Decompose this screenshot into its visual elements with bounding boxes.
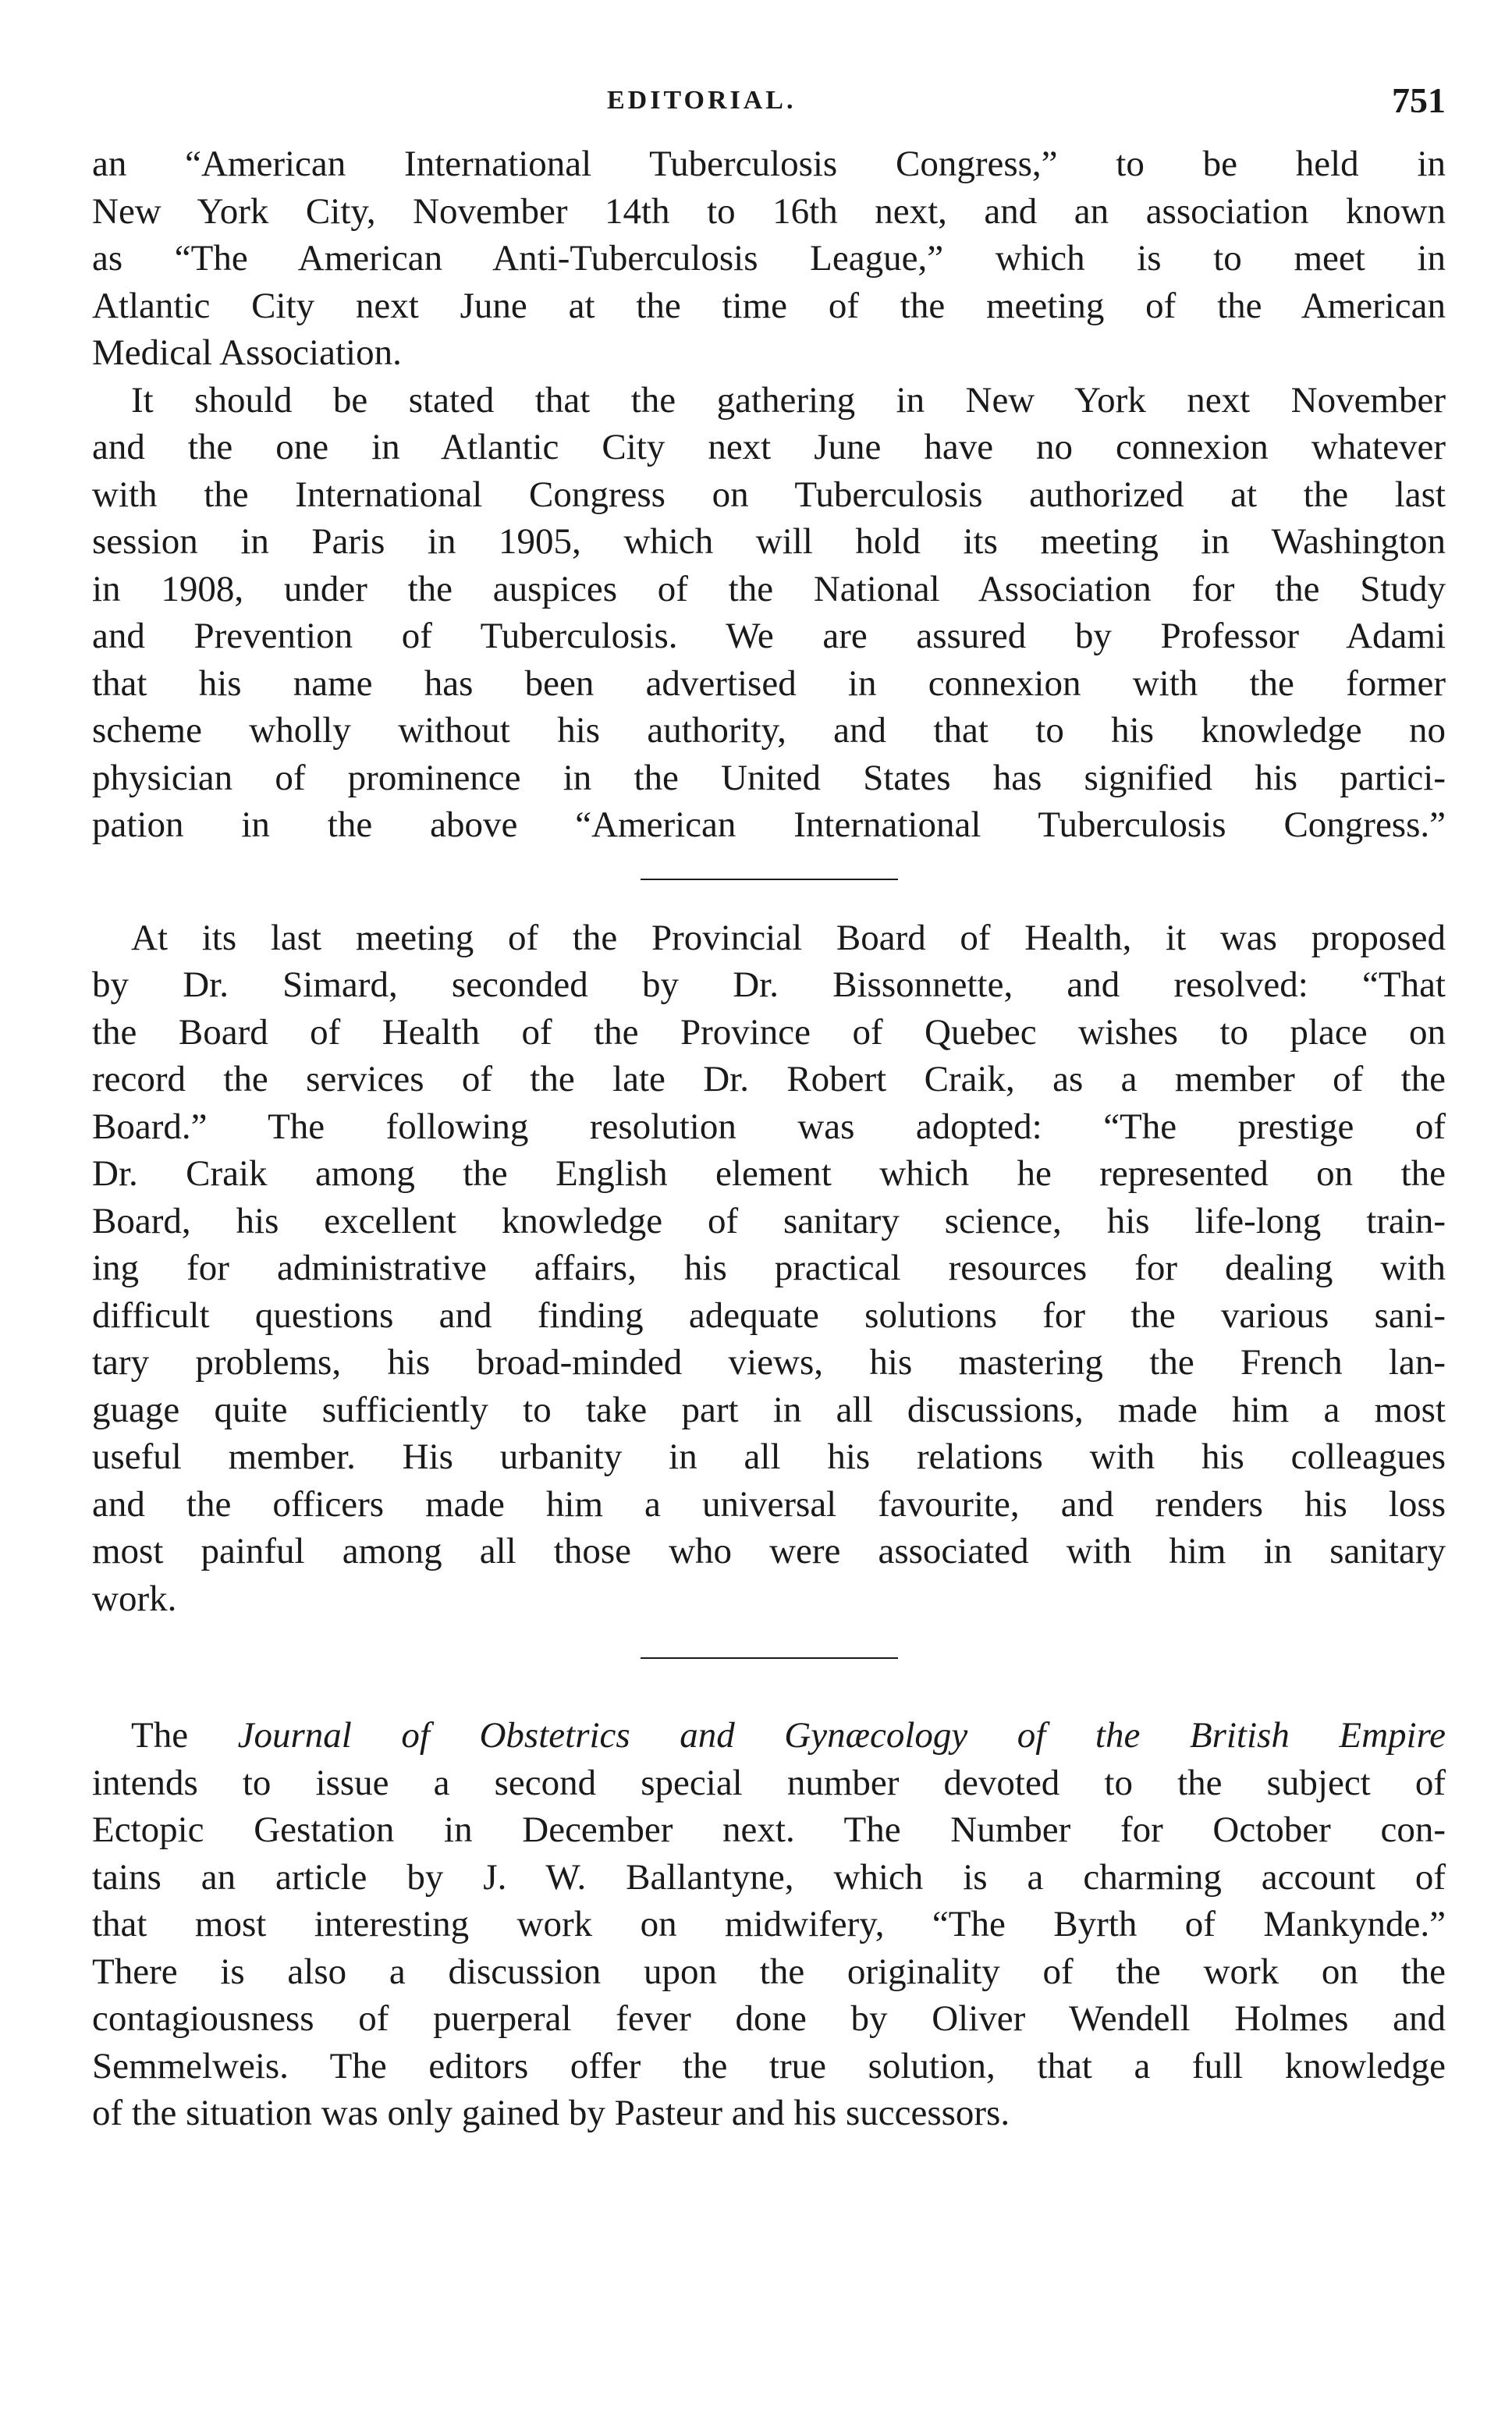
text-line: useful member. His urbanity in all his relations with his colleagues: [92, 1436, 1446, 1477]
text-line: Ectopic Gestation in December next. The Number for October con-: [92, 1809, 1446, 1850]
text-line: work.: [92, 1578, 177, 1619]
text-line: tary problems, his broad-minded views, his mastering the French lan-: [92, 1342, 1446, 1383]
text-line: record the services of the late Dr. Robert Craik, as a member of the: [92, 1059, 1446, 1099]
paragraph-board-of-health: [92, 914, 1446, 1623]
text-line: tains an article by J. W. Ballantyne, which is a charming account of: [92, 1856, 1446, 1898]
text-line: Board.” The following resolution was adopted: “The prestige of: [92, 1106, 1446, 1147]
text-line: and the one in Atlantic City next June have no connexion whatever: [92, 427, 1446, 467]
text-line: [92, 1712, 1446, 1760]
text-line: scheme wholly without his authority, and that to his knowledge no: [92, 710, 1446, 751]
page: [92, 80, 1446, 2137]
text-line: contagiousness of puerperal fever done by Oliver Wendell Holmes and: [92, 1998, 1446, 2039]
text-line: with the International Congress on Tuberculosis authorized at the last: [92, 474, 1446, 515]
text-line: intends to issue a second special number devoted to the subject of: [92, 1762, 1446, 1803]
text-line: as “The American Anti-Tuberculosis League,” which is to meet in: [92, 238, 1446, 279]
running-head: [92, 80, 1446, 140]
lead-text: The: [131, 1715, 238, 1756]
text-line: session in Paris in 1905, which will hold its meeting in Washington: [92, 521, 1446, 562]
text-line: guage quite sufficiently to take part in all discussions, made him a most: [92, 1389, 1446, 1430]
text-line: Dr. Craik among the English element which he represented on the: [92, 1153, 1446, 1194]
text-line: in 1908, under the auspices of the National Association for the Study: [92, 568, 1446, 609]
text-line: and the officers made him a universal favourite, and renders his loss: [92, 1483, 1446, 1525]
text-line: an “American International Tuberculosis Congress,” to be held in: [92, 144, 1446, 184]
text-line: that most interesting work on midwifery, “The Byrth of Mankynde.”: [92, 1904, 1446, 1944]
text-line: There is also a discussion upon the originality of the work on the: [92, 1951, 1446, 1992]
text-line: It should be stated that the gathering in New York next November: [131, 379, 1446, 421]
text-line: New York City, November 14th to 16th next, and an association known: [92, 190, 1446, 232]
text-line: pation in the above “American International Tuberculosis Congress.”: [92, 804, 1446, 845]
text-line: Atlantic City next June at the time of the meeting of the American: [92, 285, 1446, 326]
text-line: Board, his excellent knowledge of sanitary science, his life-long train-: [92, 1200, 1446, 1241]
text-line: physician of prominence in the United States has signified his partici-: [92, 757, 1446, 798]
text-line: that his name has been advertised in connexion with the former: [92, 662, 1446, 704]
paragraph-journal-obstetrics: [92, 1712, 1446, 2137]
journal-title: Journal of Obstetrics and Gynæcology of the British Empire: [237, 1715, 1446, 1756]
running-title: EDITORIAL.: [607, 86, 797, 115]
text-line: by Dr. Simard, seconded by Dr. Bissonnette, and resolved: “That: [92, 964, 1446, 1005]
text-line: of the situation was only gained by Pasteur and his successors.: [92, 2093, 1010, 2133]
paragraph-new-york-gathering: [92, 377, 1446, 849]
text-line: Semmelweis. The editors offer the true solution, that a full knowledge: [92, 2045, 1446, 2086]
section-divider: [641, 1657, 898, 1659]
text-line: difficult questions and finding adequate solutions for the various sani-: [92, 1294, 1446, 1336]
text-line: At its last meeting of the Provincial Board of Health, it was proposed: [131, 917, 1446, 958]
text-line: ing for administrative affairs, his practical resources for dealing with: [92, 1248, 1446, 1288]
page-number: 751: [1392, 80, 1446, 120]
text-line: and Prevention of Tuberculosis. We are assured by Professor Adami: [92, 616, 1446, 656]
paragraph-congress-continuation: [92, 140, 1446, 377]
section-divider: [641, 879, 898, 880]
text-line: the Board of Health of the Province of Quebec wishes to place on: [92, 1011, 1446, 1053]
text-line: most painful among all those who were associated with him in sanitary: [92, 1531, 1446, 1571]
text-line: Medical Association.: [92, 332, 402, 373]
